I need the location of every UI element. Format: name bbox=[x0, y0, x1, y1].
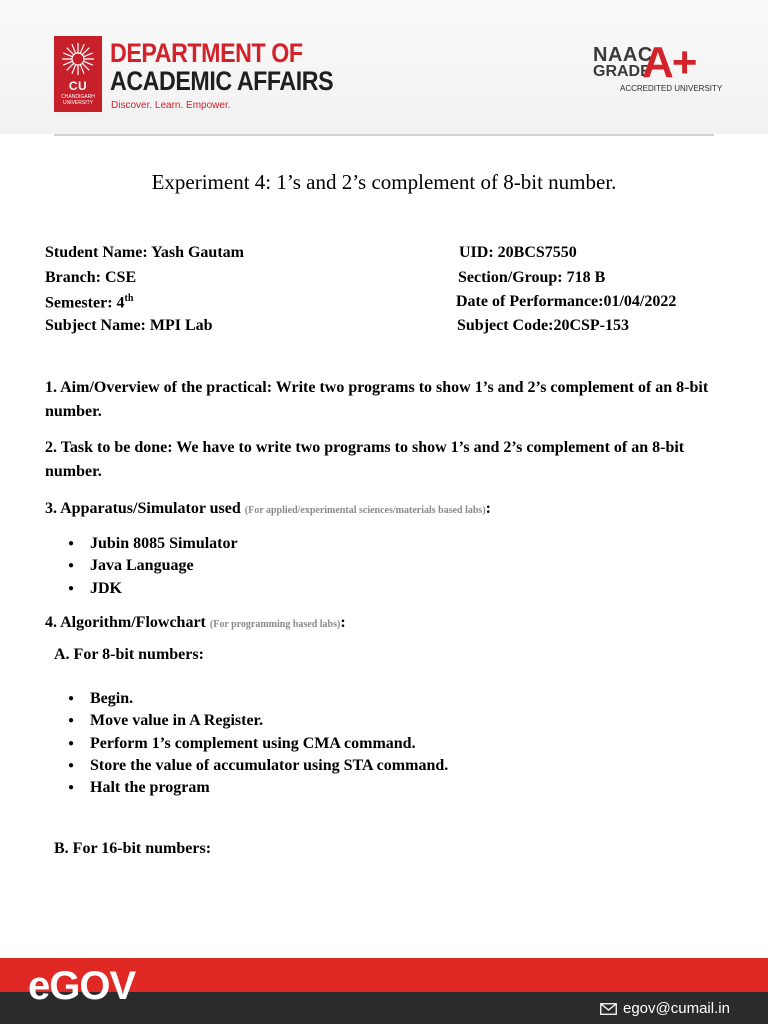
grade-value: A+ bbox=[642, 38, 696, 87]
tagline: Discover. Learn. Empower. bbox=[111, 100, 231, 111]
header-divider bbox=[54, 134, 714, 136]
aim-paragraph: 1. Aim/Overview of the practical: Write two programs to show 1’s and 2’s complement of an 8-bit number. bbox=[45, 379, 709, 420]
apparatus-list bbox=[45, 533, 238, 600]
subject-name: Subject Name: MPI Lab bbox=[45, 317, 213, 334]
algorithm-note: (For programming based labs) bbox=[209, 619, 341, 630]
grade-label: GRADE bbox=[593, 63, 651, 80]
sub-heading-a: A. For 8-bit numbers: bbox=[54, 646, 204, 663]
accredited-label: ACCREDITED UNIVERSITY bbox=[620, 84, 723, 93]
mail-icon bbox=[600, 1003, 617, 1015]
list-item: ● Store the value of accumulator using STA command. bbox=[45, 755, 448, 777]
list-item: ● Java Language bbox=[45, 555, 238, 577]
uid: UID: 20BCS7550 bbox=[459, 244, 577, 261]
apparatus-heading-text: 3. Apparatus/Simulator used bbox=[45, 500, 241, 517]
steps-list-a bbox=[45, 688, 448, 799]
sub-heading-b: B. For 16-bit numbers: bbox=[54, 840, 212, 857]
list-item: ● Jubin 8085 Simulator bbox=[45, 533, 238, 555]
dept-title-line1: DEPARTMENT OF bbox=[110, 38, 303, 68]
sunburst-icon bbox=[60, 41, 96, 77]
section-group: Section/Group: 718 B bbox=[458, 269, 606, 286]
task-paragraph: 2. Task to be done: We have to write two programs to show 1’s and 2’s complement of an 8-bit number. bbox=[45, 439, 685, 480]
branch: Branch: CSE bbox=[45, 269, 137, 286]
student-name: Student Name: Yash Gautam bbox=[45, 244, 244, 261]
algorithm-heading: 4. Algorithm/Flowchart (For programming based labs): bbox=[45, 614, 346, 631]
semester-text: Semester: 4 bbox=[45, 294, 125, 312]
apparatus-note: (For applied/experimental sciences/materials based labs) bbox=[244, 505, 486, 516]
cu-logo bbox=[54, 36, 102, 112]
algorithm-heading-text: 4. Algorithm/Flowchart bbox=[45, 614, 206, 631]
semester bbox=[45, 293, 133, 312]
experiment-title: Experiment 4: 1’s and 2’s complement of 8-bit number. bbox=[151, 170, 617, 194]
date-of-performance: Date of Performance:01/04/2022 bbox=[456, 293, 677, 310]
subject-code: Subject Code:20CSP-153 bbox=[457, 317, 629, 334]
dept-title-line2: ACADEMIC AFFAIRS bbox=[110, 66, 334, 96]
list-item: ● Halt the program bbox=[45, 777, 448, 799]
list-item: ● Move value in A Register. bbox=[45, 710, 448, 732]
list-item: ● JDK bbox=[45, 578, 238, 600]
apparatus-heading: 3. Apparatus/Simulator used (For applied/experimental sciences/materials based labs): bbox=[45, 500, 491, 517]
semester-sup: th bbox=[124, 293, 134, 304]
logo-university: CHANDIGARH UNIVERSITY bbox=[61, 94, 95, 106]
list-item: ● Begin. bbox=[45, 688, 448, 710]
naac-label: NAAC bbox=[593, 44, 653, 66]
egov-logo: eGOV bbox=[28, 964, 136, 1008]
logo-abbr: CU bbox=[68, 79, 88, 93]
list-item: ● Perform 1’s complement using CMA command. bbox=[45, 733, 448, 755]
footer-email[interactable]: egov@cumail.in bbox=[623, 1000, 730, 1017]
